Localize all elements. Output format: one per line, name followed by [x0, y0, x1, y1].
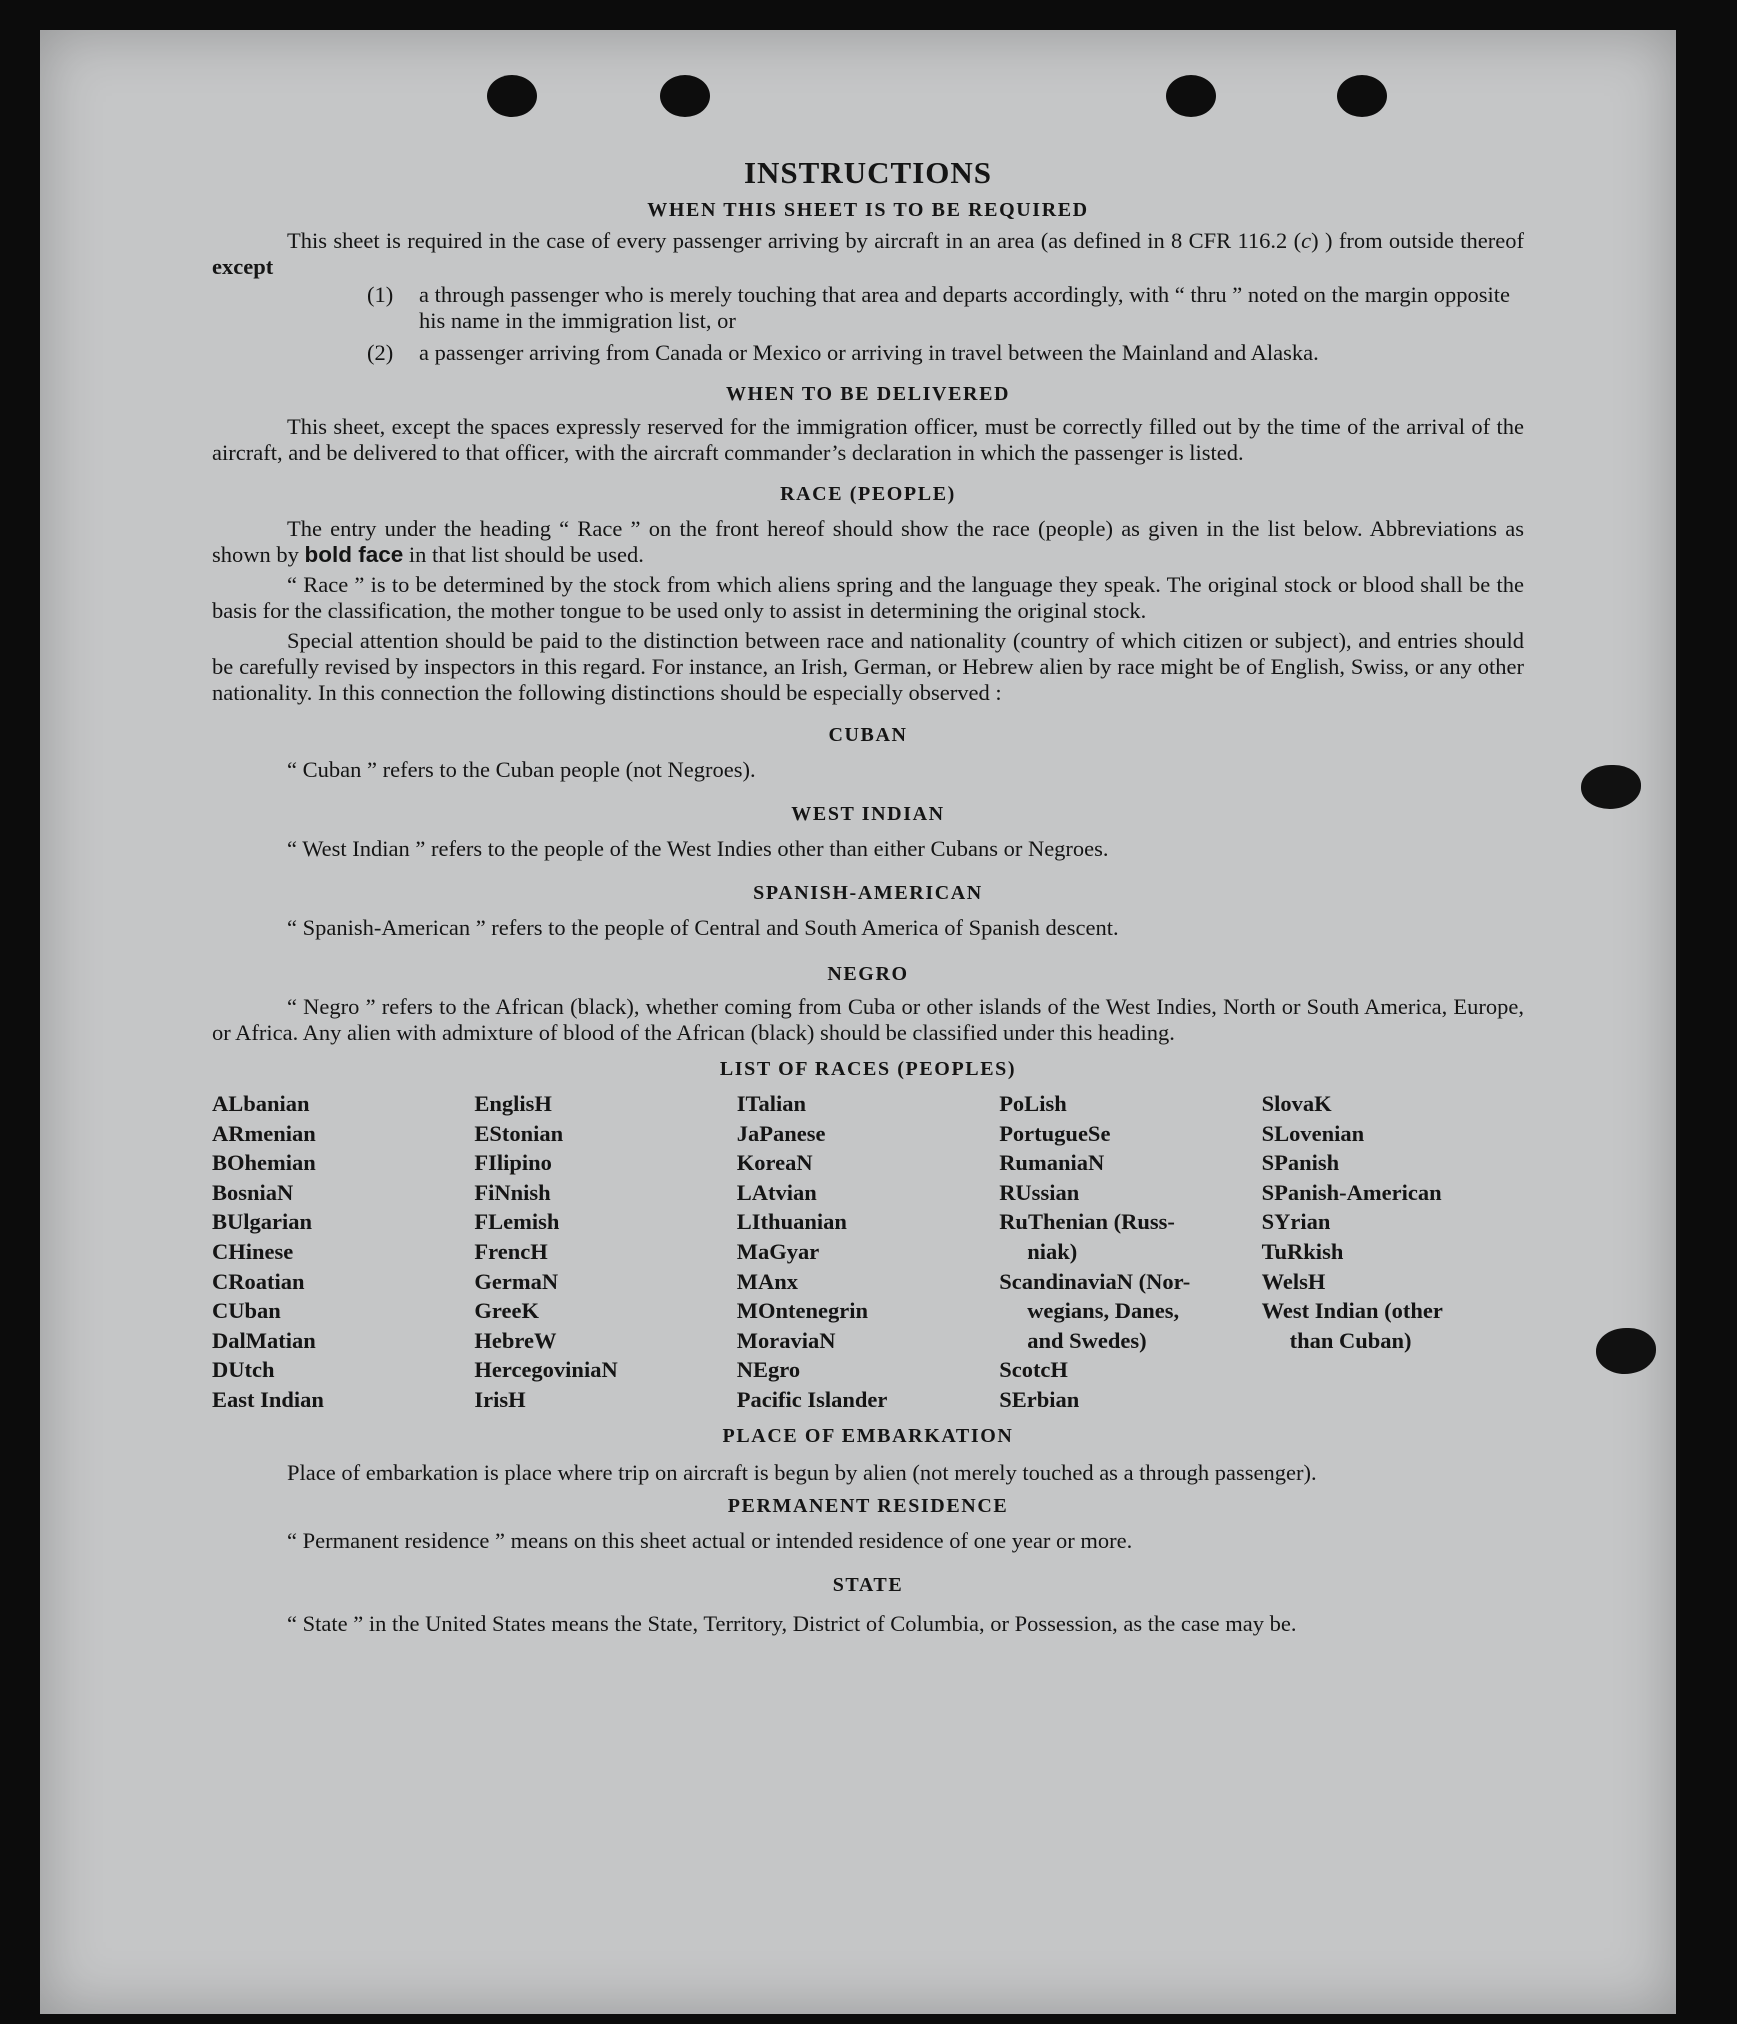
race-entry-continued: niak) [1027, 1238, 1078, 1264]
state-text: “ State ” in the United States means the State, Territory, District of Columbia, or Possession, as the case may be. [287, 1610, 1297, 1636]
section-heading-when-required: WHEN THIS SHEET IS TO BE REQUIRED [647, 199, 1089, 221]
race-entry: SlovaK [1261, 1091, 1332, 1116]
section-heading-residence: PERMANENT RESIDENCE [727, 1494, 1009, 1517]
west-indian-text: “ West Indian ” refers to the people of the West Indies other than either Cubans or Negroes. [287, 836, 1109, 861]
section-heading-west-indian: WEST INDIAN [791, 803, 945, 825]
races-column-5 [1262, 1089, 1524, 1415]
race-entry: SPanish-American [1261, 1179, 1442, 1205]
race-entry: PortugueSe [999, 1120, 1111, 1146]
race-entry: CRoatian [212, 1268, 305, 1294]
race-entry: ScandinaviaN (Nor- [999, 1268, 1191, 1294]
races-column-3 [737, 1089, 999, 1415]
section-heading-state: STATE [832, 1573, 904, 1596]
race-entry: FrencH [474, 1238, 548, 1264]
race-entry: LAtvian [736, 1179, 817, 1205]
race-entry: JaPanese [736, 1120, 826, 1146]
race-entry: NEgro [736, 1357, 801, 1383]
race-entry: PoLish [999, 1091, 1067, 1116]
race-entry: MAnx [736, 1268, 799, 1294]
race-entry: West Indian (other [1261, 1298, 1443, 1324]
race-entry: FiNnish [474, 1179, 551, 1205]
section-heading-negro: NEGRO [827, 963, 909, 985]
section-heading-when-delivered: WHEN TO BE DELIVERED [725, 383, 1011, 405]
exception-item-2: (2) a passenger arriving from Canada or Mexico or arriving in travel between the Mainland and Alaska. [367, 340, 1319, 365]
race-entry: IrisH [474, 1386, 526, 1412]
residence-text: “ Permanent residence ” means on this sheet actual or intended residence of one year or more. [287, 1527, 1133, 1553]
section-heading-race: RACE (PEOPLE) [780, 483, 956, 505]
embarkation-text: Place of embarkation is place where trip on aircraft is begun by alien (not merely touched as a through passenger). [287, 1459, 1317, 1485]
races-column-2 [474, 1089, 736, 1415]
race-entry: BosniaN [212, 1179, 294, 1205]
race-entry: GermaN [474, 1268, 559, 1294]
race-entry: RUssian [999, 1179, 1080, 1205]
race-entry: Pacific Islander [736, 1386, 888, 1412]
race-entry: SErbian [999, 1386, 1080, 1412]
race-entry: EStonian [474, 1120, 564, 1146]
race-entry: DalMatian [212, 1327, 316, 1353]
race-entry: FIlipino [474, 1150, 552, 1176]
race-entry: BUlgarian [212, 1209, 313, 1235]
race-entry: HebreW [474, 1327, 557, 1353]
race-entry: SLovenian [1261, 1120, 1365, 1146]
race-entry-continued: than Cuban) [1289, 1327, 1412, 1353]
punch-hole [1166, 75, 1216, 117]
section-heading-list-of-races: LIST OF RACES (PEOPLES) [719, 1058, 1017, 1080]
races-column-4 [999, 1089, 1261, 1415]
ink-blot [1581, 765, 1641, 809]
section-heading-cuban: CUBAN [828, 724, 908, 746]
race-entry: ITalian [736, 1091, 807, 1116]
when-required-text: This sheet is required in the case of every passenger arriving by aircraft in an area (as defined in 8 CFR 116.2 (c) ) from outside thereof except [212, 228, 1524, 279]
punch-hole [660, 75, 710, 117]
race-entry: LIthuanian [736, 1209, 847, 1235]
race-entry: ScotcH [999, 1357, 1068, 1383]
race-entry: TuRkish [1261, 1238, 1344, 1264]
race-entry: MOntenegrin [736, 1298, 869, 1324]
page-title: INSTRUCTIONS [743, 155, 992, 190]
race-entry-continued: and Swedes) [1027, 1327, 1147, 1353]
race-entry: MoraviaN [736, 1327, 836, 1353]
exception-item-1: (1) a through passenger who is merely touching that area and departs accordingly, with “ thru ” noted on the margin opposite his name in the immigration list, or [367, 282, 1510, 333]
race-text-3: Special attention should be paid to the distinction between race and nationality (country of which citizen or subject), and entries should be carefully revised by inspectors in this regard. For instance, an Irish, German, or Hebrew alien by race might be of English, Swiss, or any other nationality. In this connection the following distinctions should be especially observed : [212, 628, 1524, 705]
race-entry: SYrian [1261, 1209, 1331, 1235]
race-entry: KoreaN [736, 1150, 813, 1176]
race-entry: RumaniaN [999, 1150, 1105, 1176]
when-delivered-text: This sheet, except the spaces expressly reserved for the immigration officer, must be correctly filled out by the time of the arrival of the aircraft, and be delivered to that officer, with the aircraft commander’s declaration in which the passenger is listed. [212, 414, 1524, 465]
race-entry: FLemish [474, 1209, 560, 1235]
race-text-1: The entry under the heading “ Race ” on the front hereof should show the race (people) as given in the list below. Abbreviations as shown by bold face in that list should be used. [212, 516, 1524, 567]
cuban-text: “ Cuban ” refers to the Cuban people (not Negroes). [287, 757, 756, 782]
race-entry: GreeK [474, 1298, 539, 1324]
races-column-1 [212, 1089, 474, 1415]
races-list [212, 1089, 1524, 1415]
race-entry: CHinese [212, 1238, 294, 1264]
section-heading-embarkation: PLACE OF EMBARKATION [722, 1424, 1014, 1447]
race-entry: WelsH [1261, 1268, 1326, 1294]
race-entry: HercegoviniaN [474, 1357, 618, 1383]
race-text-2: “ Race ” is to be determined by the stock from which aliens spring and the language they speak. The original stock or blood shall be the basis for the classification, the mother tongue to be used only to assist in determining the original stock. [212, 572, 1524, 623]
race-entry: MaGyar [736, 1238, 820, 1264]
race-entry: EnglisH [474, 1091, 552, 1116]
race-entry: East Indian [212, 1386, 324, 1412]
punch-hole [487, 75, 537, 117]
race-entry: ALbanian [212, 1091, 310, 1116]
race-entry: BOhemian [212, 1150, 316, 1176]
race-entry: DUtch [212, 1357, 275, 1383]
punch-hole [1337, 75, 1387, 117]
race-entry-continued: wegians, Danes, [1027, 1298, 1180, 1324]
race-entry: ARmenian [212, 1120, 316, 1146]
ink-blot [1596, 1328, 1656, 1374]
spanish-american-text: “ Spanish-American ” refers to the people of Central and South America of Spanish descent. [287, 915, 1119, 940]
negro-text: “ Negro ” refers to the African (black), whether coming from Cuba or other islands of the West Indies, North or South America, Europe, or Africa. Any alien with admixture of blood of the African (black) should be classified under this heading. [212, 994, 1524, 1045]
race-entry: SPanish [1261, 1150, 1340, 1176]
section-heading-spanish-american: SPANISH-AMERICAN [753, 882, 983, 904]
race-entry: RuThenian (Russ- [999, 1209, 1175, 1235]
instructions-content [212, 155, 1524, 1641]
race-entry: CUban [212, 1298, 281, 1324]
